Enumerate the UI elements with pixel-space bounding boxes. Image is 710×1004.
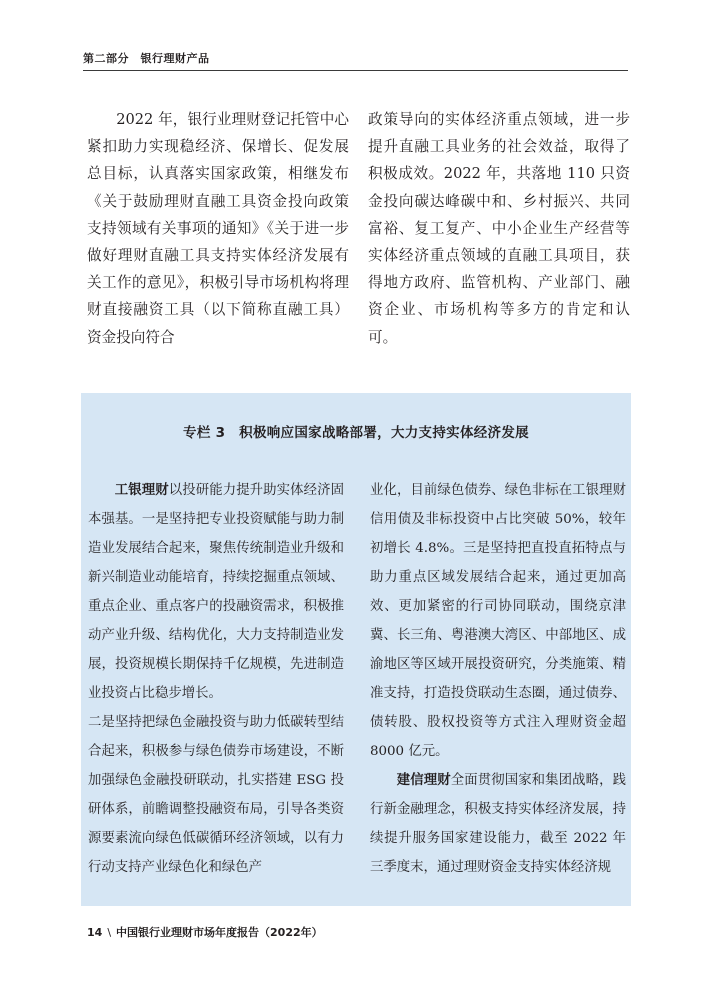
ccb-paragraph <box>370 766 626 882</box>
ccb-text: 全面贯彻国家和集团战略，践行新金融理念，积极支持实体经济发展，持续提升服务国家建设能力，截至 2022 年三季度末，通过理财资金支持实体经济规 <box>370 773 626 875</box>
feature-column-box <box>81 393 631 906</box>
intro-left-column: 2022 年，银行业理财登记托管中心紧扣助力实现稳经济、保增长、促发展总目标，认真落实国家政策，相继发布《关于鼓励理财直融工具资金投向政策支持领域有关事项的通知》《关于进一步做好理财直融工具支持实体经济发展有关工作的意见》，积极引导市场机构将理财直接融资工具（以下简称直融工具）资金投向符合 <box>87 111 349 346</box>
ccb-name: 建信理财 <box>396 773 451 788</box>
header-divider <box>83 70 628 71</box>
section-header: 第二部分 银行理财产品 <box>83 52 210 65</box>
page-footer <box>87 924 323 940</box>
footer-separator: \ <box>107 926 112 939</box>
intro-right-column: 政策导向的实体经济重点领域，进一步提升直融工具业务的社会效益，取得了积极成效。2022 年，共落地 110 只资金投向碳达峰碳中和、乡村振兴、共同富裕、复工复产、中小企业生产经营等实体经济重点领域的直融工具项目，获得地方政府、监管机构、产业部门、融资企业、市场机构等多方的肯定和认可。 <box>368 111 630 346</box>
feature-box-left-column <box>88 476 344 882</box>
icbc-name: 工银理财 <box>114 483 169 498</box>
report-title: 中国银行业理财市场年度报告（2022年） <box>116 926 323 939</box>
icbc-text: 以投研能力提升助实体经济固本强基。一是坚持把专业投资赋能与助力制造业发展结合起来，聚焦传统制造业升级和新兴制造业动能培育，持续挖掘重点领域、重点企业、重点客户的投融资需求，积极推动产业升级、结构优化，大力支持制造业发展，投资规模长期保持千亿规模，先进制造业投资占比稳步增长。 <box>88 483 344 701</box>
icbc-paragraph <box>88 476 344 708</box>
icbc-paragraph-continued: 二是坚持把绿色金融投资与助力低碳转型结合起来，积极参与绿色债券市场建设，不断加强绿色金融投研联动，扎实搭建 ESG 投研体系，前瞻调整投融资布局，引导各类资源要素流向绿色低碳循环经济领域，以有力行动支持产业绿色化和绿色产 <box>88 715 344 875</box>
feature-box-right-column <box>370 476 626 882</box>
icbc-paragraph-end: 业化，目前绿色债券、绿色非标在工银理财信用债及非标投资中占比突破 50%，较年初增长 4.8%。三是坚持把直投直拓特点与助力重点区域发展结合起来，通过更加高效、更加紧密的行司协同联动，围绕京津冀、长三角、粤港澳大湾区、中部地区、成渝地区等区域开展投资研究，分类施策、精准支持，打造投贷联动生态圈，通过债券、债转股、股权投资等方式注入理财资金超 8000 亿元。 <box>370 483 626 759</box>
feature-box-title: 专栏 3 积极响应国家战略部署，大力支持实体经济发展 <box>183 425 529 441</box>
page-number: 14 <box>87 926 103 939</box>
